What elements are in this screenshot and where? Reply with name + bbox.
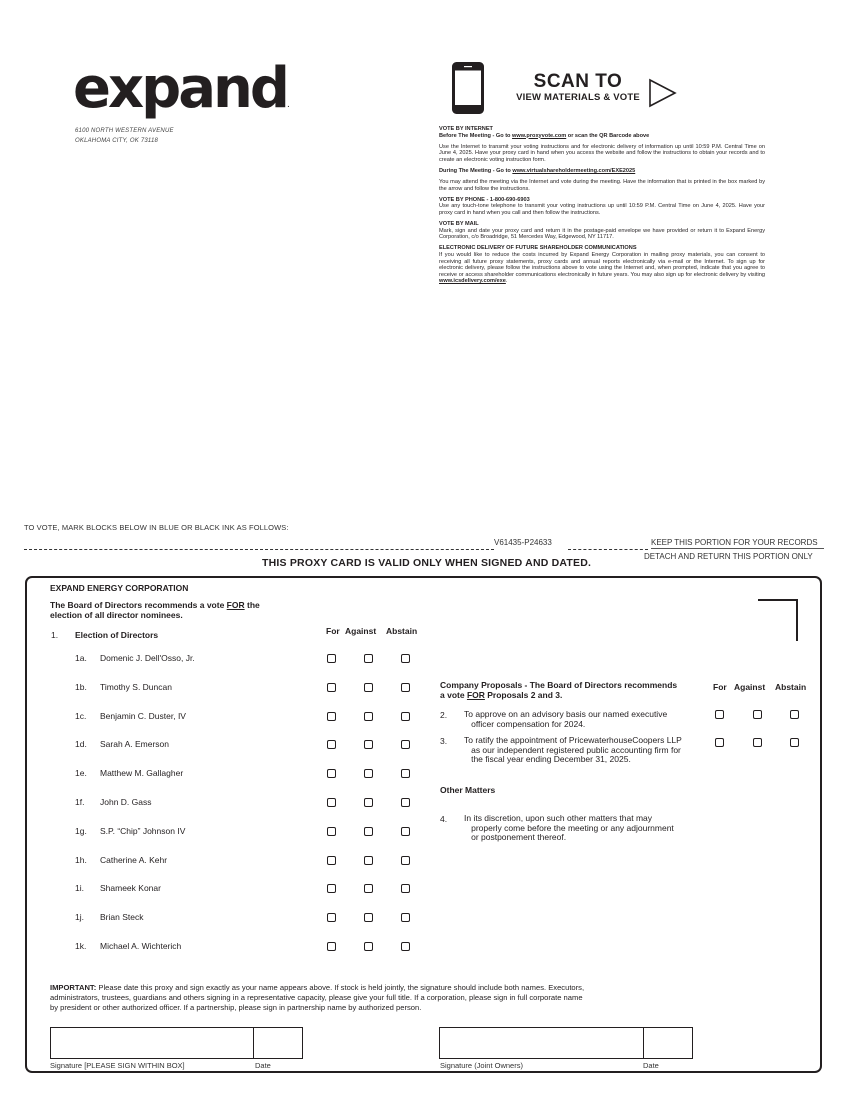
keep-portion-text: KEEP THIS PORTION FOR YOUR RECORDS [651,538,818,547]
nominee-number: 1h. [75,855,87,865]
proposal3-text: To ratify the appointment of PricewaterhouseCoopers LLP as our independent registered public accounting firm for the fiscal year ending December 31, 2025. [464,735,682,764]
joint-signature-box[interactable] [439,1027,693,1059]
nominee-for-checkbox[interactable] [327,654,336,663]
nominee-abstain-checkbox[interactable] [401,942,410,951]
nominee-for-checkbox[interactable] [327,683,336,692]
proposal2-text: To approve on an advisory basis our named executive officer compensation for 2024. [464,709,668,729]
nominee-name: Benjamin C. Duster, IV [100,711,186,721]
prop-col-for-header: For [713,682,727,692]
smartphone-icon [452,62,484,114]
virtual-meeting-link[interactable]: www.virtualshareholdermeeting.com/EXE2025 [512,167,636,174]
item4-text: In its discretion, upon such other matters that may properly come before the meeting or any adjournment or postponement thereof. [464,813,674,842]
phone-heading: VOTE BY PHONE - 1-800-690-6903 [439,196,530,203]
nominee-against-checkbox[interactable] [364,683,373,692]
joint-date-label: Date [643,1061,659,1070]
nominee-name: Domenic J. Dell'Osso, Jr. [100,653,195,663]
logo-wordmark: expand [73,56,287,121]
prop-col-abstain-header: Abstain [775,682,807,692]
nominee-against-checkbox[interactable] [364,798,373,807]
electronic-text: If you would like to reduce the costs incurred by Expand Energy Corporation in mailing proxy materials, you can consent to receiving all future proxy statements, proxy cards and annual reports electronically via e-mail or the Internet. To sign up for electronic delivery, please follow the instructions above to vote using the Internet and, when prompted, indicate that you agree to receive or access shareholder communications electronically in future years. You may also sign up for electronic delivery by visiting www.icsdelivery.com/exe. [439,251,765,285]
nominee-against-checkbox[interactable] [364,712,373,721]
nominee-number: 1a. [75,653,87,663]
electronic-heading: ELECTRONIC DELIVERY OF FUTURE SHAREHOLDER COMMUNICATIONS [439,245,637,252]
nominee-number: 1e. [75,768,87,778]
during-meeting-line: During The Meeting - Go to www.virtualshareholdermeeting.com/EXE2025 [439,167,636,174]
nominee-against-checkbox[interactable] [364,942,373,951]
signature-label: Signature [PLEASE SIGN WITHIN BOX] [50,1061,185,1070]
nominee-name: Shameek Konar [100,883,161,893]
nominee-against-checkbox[interactable] [364,827,373,836]
col-against-header: Against [345,626,377,636]
card-company-name: EXPAND ENERGY CORPORATION [50,583,189,593]
address-line-1: 6100 NORTH WESTERN AVENUE [75,128,174,134]
nominee-number: 1c. [75,711,87,721]
nominee-number: 1i. [75,883,84,893]
nominee-number: 1j. [75,912,84,922]
nominee-for-checkbox[interactable] [327,913,336,922]
nominee-against-checkbox[interactable] [364,884,373,893]
keep-underline [651,548,824,549]
before-meeting-line: Before The Meeting - Go to www.proxyvote.com or scan the QR Barcode above [439,132,650,139]
nominee-against-checkbox[interactable] [364,856,373,865]
scan-title-line2: VIEW MATERIALS & VOTE [516,92,640,103]
nominee-name: Timothy S. Duncan [100,682,172,692]
nominee-abstain-checkbox[interactable] [401,913,410,922]
proposal3-against-checkbox[interactable] [753,738,762,747]
icsdelivery-link[interactable]: www.icsdelivery.com/exe [439,278,506,285]
nominee-against-checkbox[interactable] [364,913,373,922]
mark-instructions: TO VOTE, MARK BLOCKS BELOW IN BLUE OR BLACK INK AS FOLLOWS: [24,523,289,532]
detach-line-mid [568,549,648,550]
scan-title [503,72,653,103]
control-number: V61435-P24633 [494,538,552,547]
valid-notice: THIS PROXY CARD IS VALID ONLY WHEN SIGNED AND DATED. [262,557,592,569]
voting-instructions [439,126,765,289]
nominee-number: 1g. [75,826,87,836]
signature-date-separator [253,1027,254,1059]
date-label: Date [255,1061,271,1070]
prop-col-against-header: Against [734,682,766,692]
nominee-number: 1d. [75,739,87,749]
nominee-for-checkbox[interactable] [327,827,336,836]
nominee-name: Michael A. Wichterich [100,941,182,951]
during-meeting-text: You may attend the meeting via the Internet and vote during the meeting. Have the information that is printed in the box marked by the arrow and follow the instructions. [439,179,765,192]
phone-text: Use any touch-tone telephone to transmit your voting instructions up until 10:59 P.M. Central Time on June 4, 2025. Have your proxy card in hand when you call and then follow the instructions. [439,203,765,216]
board-recommendation: The Board of Directors recommends a vote FOR the election of all director nominees. [50,600,260,620]
signature-box[interactable] [50,1027,303,1059]
proposal2-for-checkbox[interactable] [715,710,724,719]
joint-signature-label: Signature (Joint Owners) [440,1061,523,1070]
proposal3-for-checkbox[interactable] [715,738,724,747]
nominee-for-checkbox[interactable] [327,942,336,951]
col-for-header: For [326,626,340,636]
nominee-abstain-checkbox[interactable] [401,769,410,778]
col-abstain-header: Abstain [386,626,418,636]
nominee-for-checkbox[interactable] [327,884,336,893]
logo-mark: . [286,99,290,110]
proposal3-abstain-checkbox[interactable] [790,738,799,747]
nominee-abstain-checkbox[interactable] [401,856,410,865]
nominee-for-checkbox[interactable] [327,798,336,807]
proposal3-number: 3. [440,736,448,746]
mail-text: Mark, sign and date your proxy card and return it in the postage-paid envelope we have provided or return it to Expand Energy Corporation, c/o Broadridge, 51 Mercedes Way, Edgewood, NY 11717. [439,227,765,241]
company-logo [73,58,305,120]
nominee-abstain-checkbox[interactable] [401,712,410,721]
play-arrow-icon [648,78,678,108]
nominee-number: 1k. [75,941,87,951]
item1-title: Election of Directors [75,630,159,640]
nominee-name: Matthew M. Gallagher [100,768,184,778]
detach-line-left [24,549,494,550]
nominee-for-checkbox[interactable] [327,712,336,721]
item1-number: 1. [51,630,59,640]
nominee-name: S.P. “Chip” Johnson IV [100,826,186,836]
nominee-name: John D. Gass [100,797,152,807]
nominee-abstain-checkbox[interactable] [401,683,410,692]
proposal2-against-checkbox[interactable] [753,710,762,719]
company-proposals-heading: Company Proposals - The Board of Directors recommends a vote FOR Proposals 2 and 3. [440,680,678,700]
proposal2-abstain-checkbox[interactable] [790,710,799,719]
nominee-for-checkbox[interactable] [327,856,336,865]
nominee-number: 1b. [75,682,87,692]
proposal2-number: 2. [440,710,448,720]
other-matters-heading: Other Matters [440,785,496,795]
scan-title-line1: SCAN TO [533,71,623,92]
mail-heading: VOTE BY MAIL [439,221,479,228]
nominee-against-checkbox[interactable] [364,740,373,749]
internet-heading: VOTE BY INTERNET [439,126,493,132]
nominee-abstain-checkbox[interactable] [401,654,410,663]
address-line-2: OKLAHOMA CITY, OK 73118 [75,138,159,144]
joint-signature-date-separator [643,1027,644,1059]
nominee-name: Brian Steck [100,912,144,922]
nominee-abstain-checkbox[interactable] [401,740,410,749]
nominee-against-checkbox[interactable] [364,769,373,778]
nominee-abstain-checkbox[interactable] [401,884,410,893]
proxyvote-link[interactable]: www.proxyvote.com [512,132,567,139]
important-notice: IMPORTANT: Please date this proxy and sign exactly as your name appears above. If stock is held jointly, the signature should include both names. Executors, administrators, trustees, guardians and others signing in a representative capacity, please give your full title. If a corporation, please sign in full corporate name by president or other authorized officer. If a partnership, please sign in partnership name by authorized person. [50,983,585,1013]
corner-marker [758,599,798,641]
nominee-abstain-checkbox[interactable] [401,827,410,836]
nominee-number: 1f. [75,797,85,807]
internet-text: Use the Internet to transmit your voting instructions and for electronic delivery of information up until 10:59 P.M. Central Time on June 4, 2025. Have your proxy card in hand when you access the website and follow the instructions to obtain your records and to create an electronic voting instruction form. [439,143,765,163]
nominee-for-checkbox[interactable] [327,740,336,749]
detach-portion-text: DETACH AND RETURN THIS PORTION ONLY [644,552,813,561]
nominee-name: Catherine A. Kehr [100,855,168,865]
nominee-abstain-checkbox[interactable] [401,798,410,807]
nominee-name: Sarah A. Emerson [100,739,169,749]
nominee-for-checkbox[interactable] [327,769,336,778]
nominee-against-checkbox[interactable] [364,654,373,663]
item4-number: 4. [440,814,448,824]
